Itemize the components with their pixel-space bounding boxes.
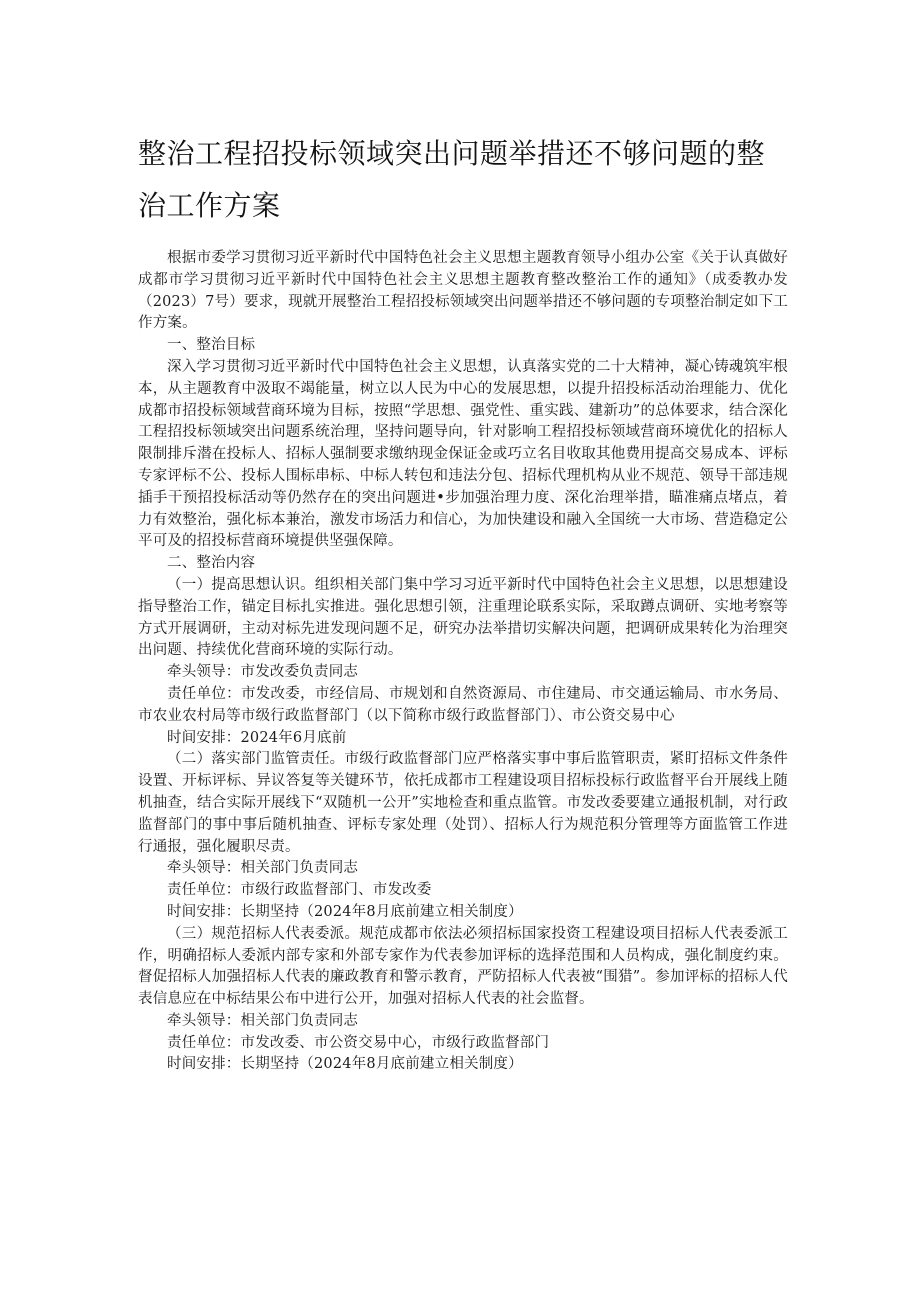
item-3-units: 责任单位：市发改委、市公资交易中心，市级行政监督部门 xyxy=(167,1034,550,1051)
item-1-units: 责任单位：市发改委，市经信局、市规划和自然资源局、市住建局、市交通运输局、市水务局、市农业农村局等市级行政监督部门（以下简称市级行政监督部门）、市公资交易中心 xyxy=(138,685,788,724)
item-3-paragraph: （三）规范招标人代表委派。规范成都市依法必须招标国家投资工程建设项目招标人代表委派工作，明确招标人委派内部专家和外部专家作为代表参加评标的选择范围和人员构成，强化制度约束。督促招标人加强招标人代表的廉政教育和警示教育，严防招标人代表被“围猎”。参加评标的招标人代表信息应在中标结果公布中进行公开，加强对招标人代表的社会监督。 xyxy=(138,925,788,1008)
section-heading-goals: 一、整治目标 xyxy=(167,337,256,354)
item-2-units: 责任单位：市级行政监督部门、市发改委 xyxy=(167,882,432,899)
item-2-lead: 牵头领导：相关部门负责同志 xyxy=(167,860,359,877)
item-3-lead: 牵头领导：相关部门负责同志 xyxy=(167,1012,359,1029)
item-3-schedule: 时间安排：长期坚持（2024年8月底前建立相关制度） xyxy=(167,1056,523,1073)
item-1-paragraph: （一）提高思想认识。组织相关部门集中学习习近平新时代中国特色社会主义思想，以思想建设指导整治工作，锚定目标扎实推进。强化思想引领，注重理论联系实际，采取蹲点调研、实地考察等方式开展调研，主动对标先进发现问题不足，研究办法举措切实解决问题，把调研成果转化为治理突出问题、持续优化营商环境的实际行动。 xyxy=(138,576,788,659)
document-page xyxy=(138,128,788,1076)
item-2-schedule: 时间安排：长期坚持（2024年8月底前建立相关制度） xyxy=(167,903,523,920)
document-title: 整治工程招投标领域突出问题举措还不够问题的整治工作方案 xyxy=(138,137,766,222)
intro-paragraph: 根据市委学习贯彻习近平新时代中国特色社会主义思想主题教育领导小组办公室《关于认真做好成都市学习贯彻习近平新时代中国特色社会主义思想主题教育整改整治工作的通知》（成委教办发（2023）7号）要求，现就开展整治工程招投标领域突出问题举措还不够问题的专项整治制定如下工作方案。 xyxy=(138,250,788,332)
item-1-lead: 牵头领导：市发改委负责同志 xyxy=(167,664,359,681)
item-1-schedule: 时间安排：2024年6月底前 xyxy=(167,729,347,746)
item-2-paragraph: （二）落实部门监管责任。市级行政监督部门应严格落实事中事后监管职责，紧盯招标文件条件设置、开标评标、异议答复等关键环节，依托成都市工程建设项目招标投标行政监督平台开展线上随机抽查，结合实际开展线下“双随机一公开”实地检查和重点监管。市发改委要建立通报机制，对行政监督部门的事中事后随机抽查、评标专家处理（处罚）、招标人行为规范积分管理等方面监管工作进行通报，强化履职尽责。 xyxy=(138,751,788,855)
goals-paragraph: 深入学习贯彻习近平新时代中国特色社会主义思想，认真落实党的二十大精神，凝心铸魂筑牢根本，从主题教育中汲取不竭能量，树立以人民为中心的发展思想，以提升招投标活动治理能力、优化成都市招投标领域营商环境为目标，按照“学思想、强党性、重实践、建新功”的总体要求，结合深化工程招投标领域突出问题系统治理，坚持问题导向，针对影响工程招投标领域营商环境优化的招标人限制排斥潜在投标人、招标人强制要求缴纳现金保证金或巧立名目收取其他费用提高交易成本、评标专家评标不公、投标人围标串标、中标人转包和违法分包、招标代理机构从业不规范、领导干部违规插手干预招投标活动等仍然存在的突出问题进•步加强治理力度、深化治理举措，瞄准痛点堵点，着力有效整治，强化标本兼治，激发市场活力和信心，为加快建设和融入全国统一大市场、营造稳定公平可及的招投标营商环境提供坚强保障。 xyxy=(138,358,788,550)
section-heading-content: 二、整治内容 xyxy=(167,555,256,572)
